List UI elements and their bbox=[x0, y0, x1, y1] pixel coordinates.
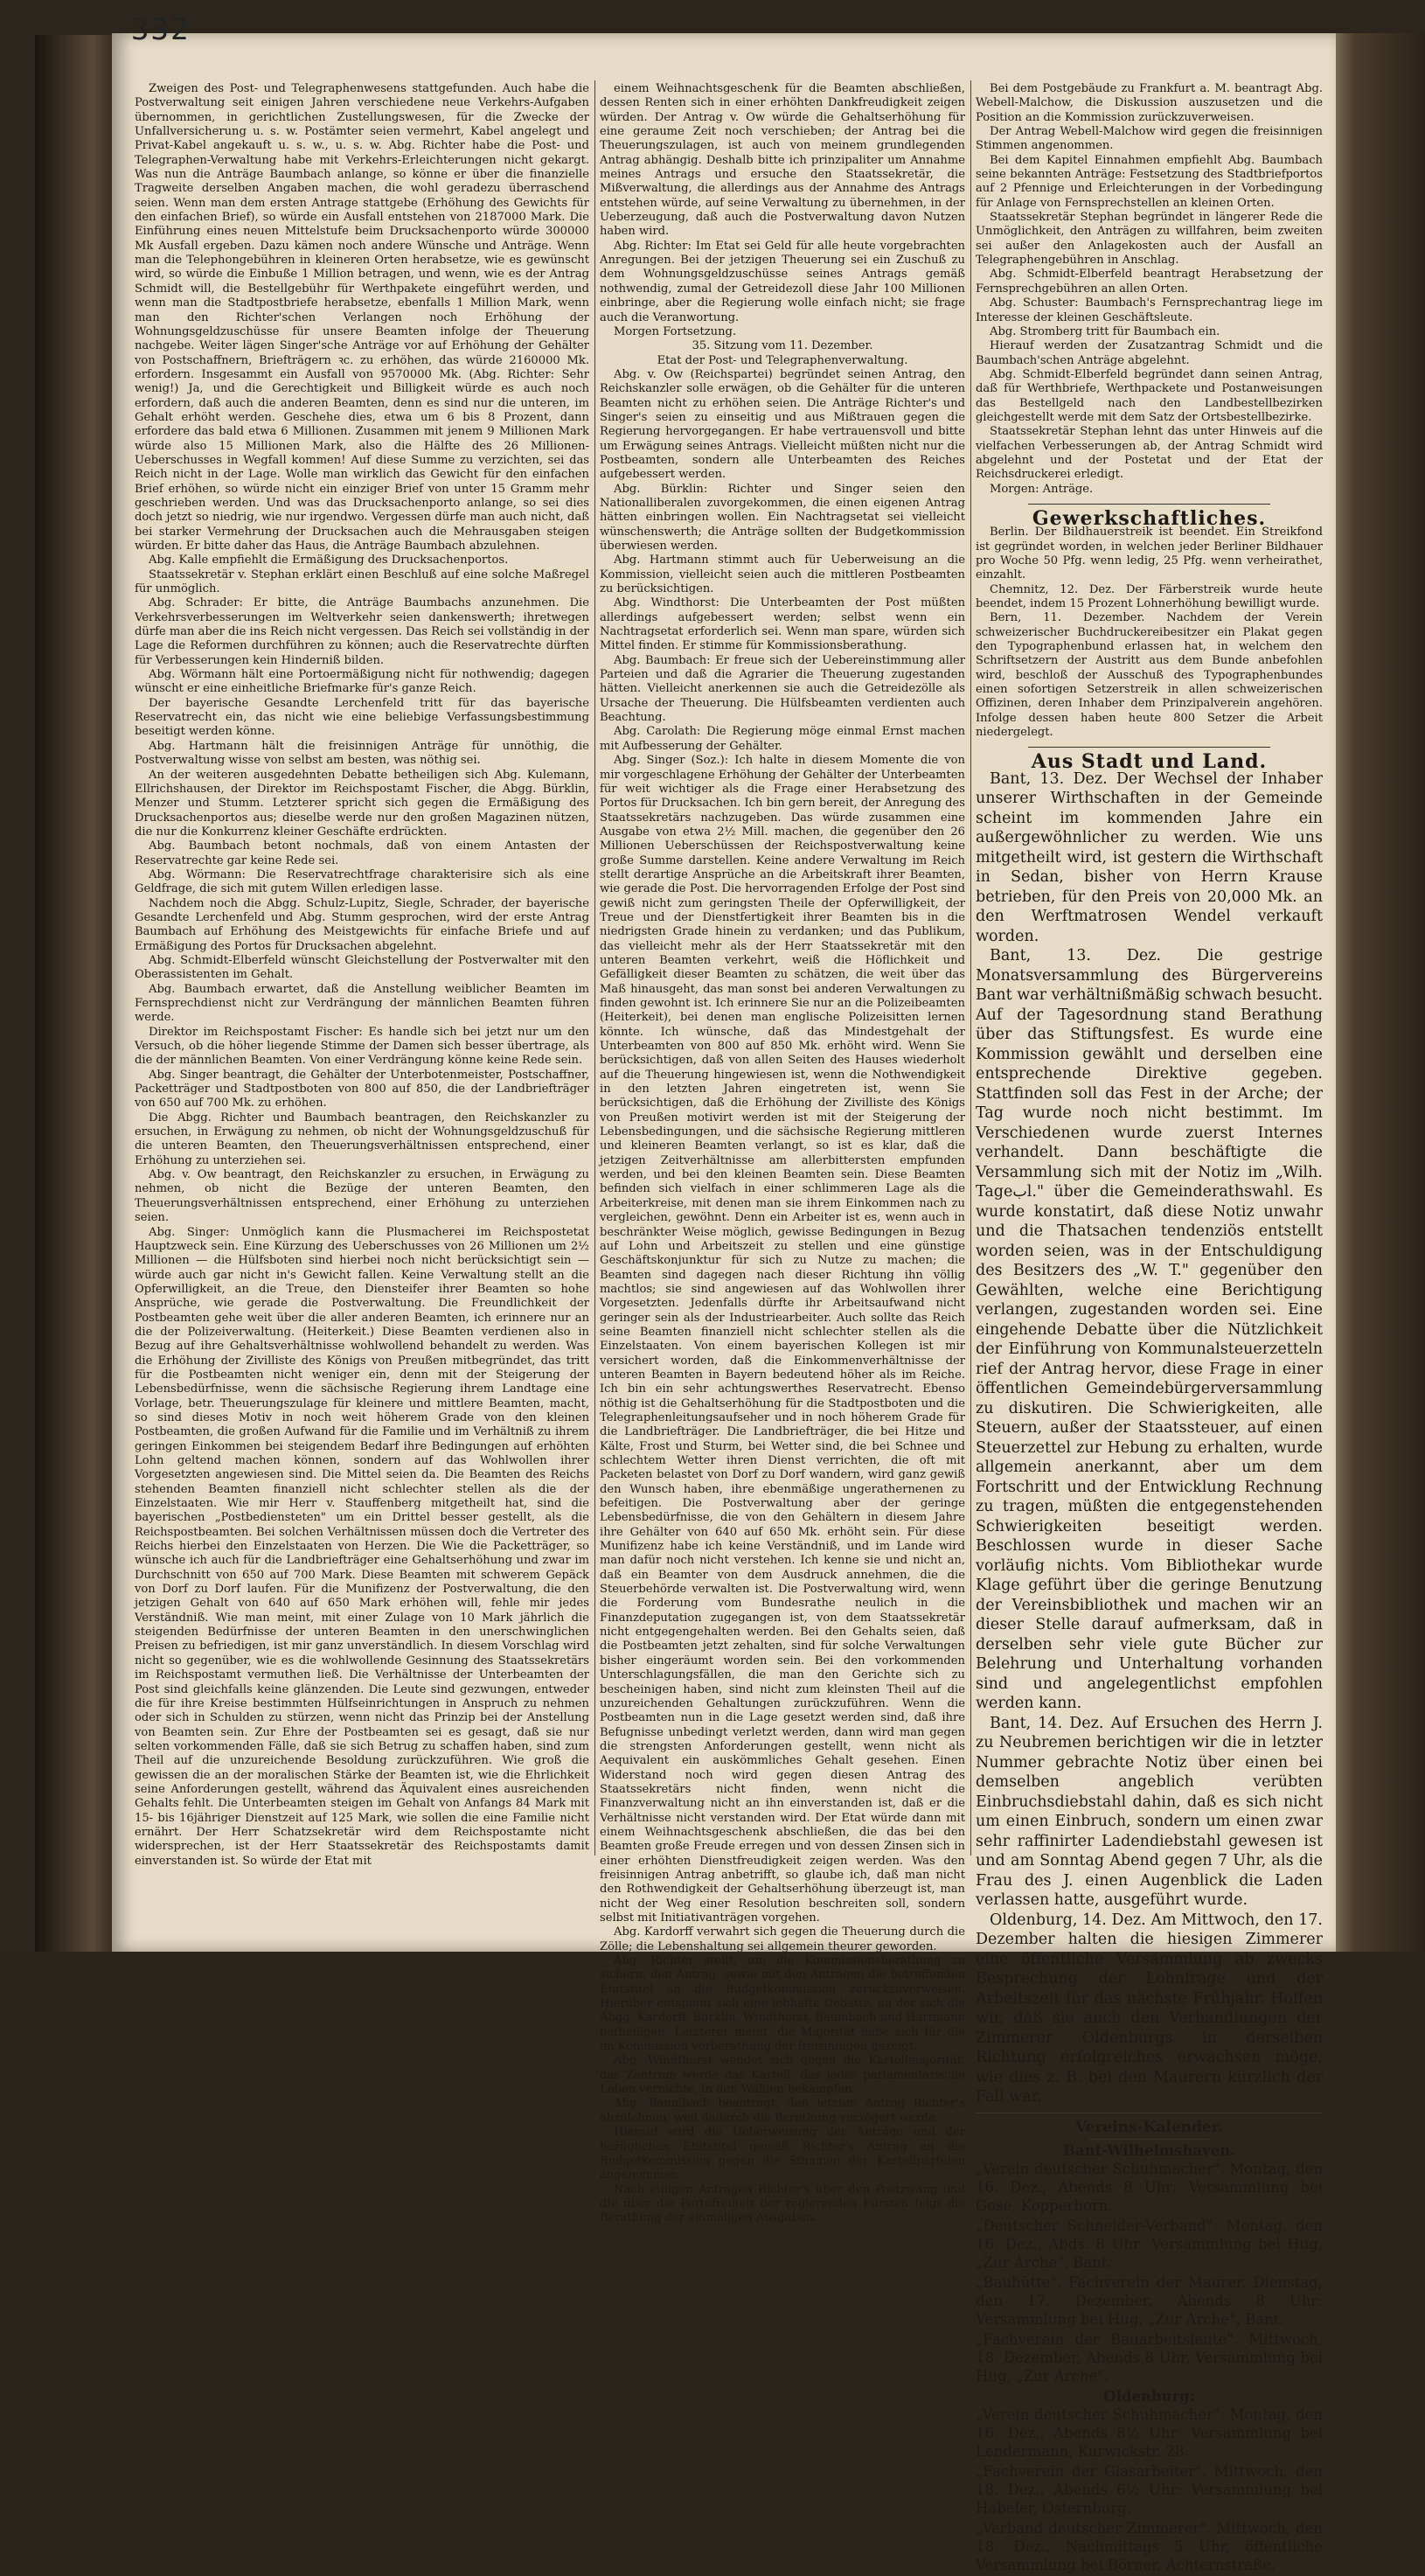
article-paragraph: Bei dem Kapitel Einnahmen empfiehlt Abg. Baumbach seine bekannten Anträge: Festsetzung des Stadtbriefportos auf 2 Pfennige und Erleichterungen in der Vorbedingung für Anlage von Fernsprechstellen an kleinen Orten. bbox=[976, 153, 1323, 210]
article-paragraph: Abg. Singer (Soz.): Ich halte in diesem Momente die von mir vorgeschlagene Erhöhung der Gehälter der Unterbeamten für weit wichtiger als die Frage einer Herabsetzung des Portos für Drucksachen. Ich bin gern bereit, der Anregung des Staatssekretärs nachzugeben. Das würde zusammen eine Ausgabe von etwa 2½ Mill. machen, die gegenüber den 26 Millionen Ueberschüssen der Reichspostverwaltung keine große Summe darstellen. Keine andere Verwaltung im Reich stellt derartige Ansprüche an die Arbeitskraft ihrer Beamten, wie gerade die Post. Die hervorragenden Erfolge der Post sind gewiß nicht zum geringsten Theile der Opferwilligkeit, der Treue und der Dienstfertigkeit ihrer Beamten bis in die niedrigsten Grade hinein zu verdanken; und das Publikum, das vielleicht mehr als der Herr Staatssekretär mit den unteren Beamten verkehrt, weiß die Höflichkeit und Gefälligkeit dieser Beamten zu schätzen, die weit über das Maß hinausgeht, das man sonst bei anderen Verwaltungen zu finden gewohnt ist. Ich erinnere Sie nur an die Polizeibeamten (Heiterkeit), bei denen man englische Polizeisitten lernen könnte. Ich wünsche, daß das Mindestgehalt der Unterbeamten von 800 auf 850 Mk. erhöht wird. Wenn Sie berücksichtigen, daß von allen Seiten des Hauses wiederholt auf die Theuerung hingewiesen ist, wenn die Nothwendigkeit in den letzten Jahren eingetreten ist, wenn Sie berücksichtigen, daß die Erhöhung der Zivilliste des Königs von Preußen motivirt werden ist mit der Steigerung der Lebensbedingungen, und die sächsische Regierung mittleren und kleineren Beamten verlangt, so ist es klar, daß die jetzigen Zeitverhältnisse am allerbittersten empfunden werden, und bei den kleinen Beamten sein. Diese Beamten befinden sich vielfach in einer schlimmeren Lage als die Arbeiterkreise, mit denen man sie ihrem Einkommen nach zu vergleichen, gewöhnt. Denn ein Arbeiter ist es, wenn auch in beschränkter Weise möglich, gewisse Bedingungen in Bezug auf Lohn und Arbeitszeit zu stellen und eine günstige Geschäftskonjunktur für sich zu Nutze zu machen; die Beamten sind dagegen nach dieser Richtung ihn völlig machtlos; sie sind angewiesen auf das Wohlwollen ihrer Vorgesetzten. Jedenfalls dürfte ihr Arbeitsaufwand nicht geringer sein als der Industriearbeiter. Auch sollte das Reich seine Beamten finanziell nicht schlechter stellen als die Einzelstaaten. Von einem bayerischen Kollegen ist mir versichert worden, daß die Einkommenverhältnisse der unteren Beamten in Bayern bedeutend höher als im Reiche. Ich bin ein sehr achtungswerthes Reservatrecht. Ebenso nöthig ist die Gehaltserhöhung für die Stadtpostboten und die Telegraphenleitungsaufseher und in noch höherem Grade für die Landbriefträger. Die Landbriefträger, die bei Hitze und Kälte, Frost und Sturm, bei Wetter sind, die bei Schnee und schlechtem Wetter ihren Dienst verrichten, die oft mit Packeten belastet von Dorf zu Dorf wandern, wird ganz gewiß den Wunsch haben, ihre ebenmäßige ungerathernenen zu befeitigen. Die Postverwaltung aber der geringe Lebensbedürfnisse, die von den Gehältern in diesem Jahre ihre Gehälter von 640 auf 650 Mk. erhöht sein. Für diese Munifizenz habe ich keine Verständniß, und im Lande wird man dafür noch nicht verstehen. Ich kenne sie und nicht an, daß ein Beamter von dem Ausdruck annehmen, die die Steuerbehörde verwalten ist. Die Postverwaltung wird, wenn die Forderung vom Bundesrathe neulich in die Finanzdeputation zugegangen ist, von dem Staatssekretär nicht entgegengehalten werden. Bei den Gehalts seien, daß die Postbeamten jetzt zehalten, sind für solche Verwaltungen bisher eingeräumt worden sein. Bei den vorkommenden Unterschlagungsfällen, die man den Gerichte sich zu bescheinigen haben, sind nicht zum kleinsten Theil auf die unzureichenden Gehaltungen zurückzuführen. Wenn die Postbeamten nun in die Lage gesetzt werden sind, daß ihre Befugnisse unbedingt verletzt werden, dann wird man gegen die strengsten Anforderungen gestellt, wenn nicht als Aequivalent ein auskömmliches Gehalt gesehen. Einen Widerstand noch wird gegen diesen Antrag des Staatssekretärs nicht finden, wenn nicht die Finanzverwaltung nicht an ihn einverstanden ist, daß er die Verhältnisse nicht verstanden wird. Der Etat würde dann mit einem Weihnachtsgeschenk abschließen, die das bei den Beamten große Freude erregen und von dessen Zinsen sich in einer erhöhten Dienstfreudigkeit zeigen werden. Was den freisinnigen Antrag anbetrifft, so glaube ich, daß man nicht den Rothwendigkeit der Gehaltserhöhung überzeugt ist, man nicht der Weg einer Resolution beschreiten soll, sondern selbst mit Initiativanträgen vorgehen. bbox=[600, 754, 965, 1925]
article-paragraph: Abg. Windthorst: Die Unterbeamten der Post müßten allerdings aufgebessert werden; selbst wenn ein Nachtragsetat erforderlich sei. Wenn man spare, würden sich Mittel finden. Er stimme für Kommissionsberathung. bbox=[600, 596, 965, 653]
vereins-kalender bbox=[976, 2119, 1323, 2574]
article-paragraph: Abg. Stromberg tritt für Baumbach ein. bbox=[990, 324, 1220, 338]
article-paragraph: Abg. Schuster: Baumbach's Fernsprechantrag liege im Interesse der kleinen Geschäftsleute. bbox=[976, 296, 1323, 324]
article-paragraph: Abg. Schrader: Er bitte, die Anträge Baumbachs anzunehmen. Die Verkehrsverbesserungen im Weltverkehr seien dankenswerth; ihretwegen dürfe man aber die ins Reich nicht vergessen. Das Reich sei vollständig in der Lage die Reformen durchführen zu können; auch die Reservatrechte dürften für Verbesserungen kein Hinderniß bilden. bbox=[135, 596, 589, 667]
article-paragraph: Abg. Baumbach betont nochmals, daß von einem Antasten der Reservatrechte gar keine Rede sei. bbox=[135, 839, 589, 867]
book-spine bbox=[35, 35, 112, 1952]
kalender-entry: „Fachverein der Glasarbeiter". Mittwoch, den 18. Dez., Abends 6½ Uhr: Versammlung bei Habeler, Osternburg. bbox=[976, 2462, 1323, 2517]
news-item: Bant, 14. Dez. Auf Ersuchen des Herrn J. zu Neubremen berichtigen wir die in letzter Nummer gebrachte Notiz über einen bei demselben angeblich verübten Einbruchsdiebstahl dahin, daß es sich nicht um einen Einbruch, sondern um einen zwar sehr raffinirter Ladendiebstahl gewesen ist und am Sonntag Abend gegen 7 Uhr, als die Frau des J. einen Augenblick die Laden verlassen hatte, ausgeführt wurde. bbox=[976, 1714, 1323, 1910]
kalender-entry: „Verein deutscher Schuhmacher". Montag, den 16. Dez., Abends 8 Uhr: Versammlung bei Gose, Kopperhorn. bbox=[976, 2160, 1323, 2214]
article-paragraph: Abg. Kalle empfiehlt die Ermäßigung des Drucksachenportos. bbox=[149, 553, 509, 567]
article-paragraph: Abg. Singer: Unmöglich kann die Plusmacherei im Reichspostetat Hauptzweck sein. Eine Kürzung des Ueberschusses von 26 Millionen um 2½ Millionen — die Hülfsboten sind hierbei noch nicht berücksichtigt sein — würde auch gar nicht in's Gewicht fallen. Keine Verwaltung stellt an die Opferwilligkeit, an die Treue, den Diensteifer ihrer Beamten so hohe Ansprüche, wie gerade die Postverwaltung. Die Freundlichkeit der Postbeamten gehe weit über die aller anderen Beamten, ich erinnere nur an die der Polizeiverwaltung. (Heiterkeit.) Diese Beamten verdienen also in Bezug auf ihre Gehaltsverhältnisse wohlwollend behandelt zu werden. Was die Erhöhung der Zivilliste des Königs von Preußen mitbegründet, das tritt für die Postbeamten nicht weniger ein, denn mit der Steigerung der Lebensbedürfnisse, wenn die sächsische Regierung ihrem Landtage eine Vorlage, betr. Theuerungszulage für kleinere und mittlere Beamten, macht, so sind dieses Motiv in noch weit höherem Grade von den kleinen Postbeamten, die großen Aufwand für die Familie und im Verhältniß zu ihrem geringen Einkommen bei steigendem Bedarf ihre Bedingungen auf erhöhten Lohn geltend machen können, sondern auf das Wohlwollen ihrer Vorgesetzten angewiesen sind. Die Mittel seien da. Die Beamten des Reichs stehenden Beamten finanziell nicht schlechter stellen als die der Einzelstaaten. Wie mir Herr v. Stauffenberg mitgetheilt hat, sind die bayerischen „Postbediensteten" um ein Drittel besser gestellt, als die Reichspostbeamten. Bei solchen Verhältnissen müssen doch die Vertreter des Reichs hierbei den Einzelstaaten von Herzen. Die Wie die Packetträger, so wünsche ich auch für die Landbriefträger eine Gehaltserhöhung und zwar im Durchschnitt von 650 auf 700 Mark. Diese Beamten mit schwerem Gepäck von Dorf zu Dorf laufen. Für die Munifizenz der Postverwaltung, die den jetzigen Gehalt von 640 auf 650 Mark erhöhen will, fehle mir jedes Verständniß. Wie man meint, mit einer Zulage von 10 Mark jährlich die steigenden Bedürfnisse der unteren Beamten in den unerschwinglichen Preisen zu befriedigen, ist mir ganz unverständlich. In diesem Vorschlag wird nicht so gegenüber, wie es die wohlwollende Gesinnung des Staatssekretärs im Reichspostamt vermuthen ließ. Die Verhältnisse der Unterbeamten der Post sind gleichfalls keine glänzenden. Die Leute sind gezwungen, entweder die für ihre Kreise bestimmten Hülfseinrichtungen in Anspruch zu nehmen oder sich in Schulden zu stürzen, wenn nicht das Prinzip bei der Anstellung von Beamten sein. Zur Ehre der Postbeamten sei es gesagt, daß sie nur selten vorkommenden Fälle, daß sie sich Betrug zu schaffen haben, sind zum Theil auf die unzureichende Besoldung zurückzuführen. Wie groß die gewissen die an der moralischen Stärke der Beamten ist, wie die Ehrlichkeit seine Anforderungen gestellt, während das Äquivalent eines ausreichenden Gehalts fehlt. Die Unterbeamten steigen im Gehalt von Anfangs 84 Mark mit 15- bis 16jähriger Dienstzeit auf 125 Mark, wie sollen die eine Familie nicht ernährt. Der Herr Schatzsekretär wird dem Reichspostamte nicht widersprechen, ist der Herr Staatssekretär des Reichspostamts damit einverstanden ist. So würde der Etat mit bbox=[135, 1225, 589, 1868]
article-paragraph: 35. Sitzung vom 11. Dezember. bbox=[692, 339, 873, 353]
column-2 bbox=[600, 82, 965, 2226]
article-paragraph: Abg. Bürklin: Richter und Singer seien den Nationalliberalen zuvorgekommen, die einen eigenen Antrag hätten einbringen wollen. Ein Nachtragsetat sei vielleicht wünschenswerth; die Anträge sollten der Budgetkommission überwiesen werden. bbox=[600, 482, 965, 553]
article-paragraph: Abg. v. Ow beantragt, den Reichskanzler zu ersuchen, in Erwägung zu nehmen, ob nicht die Bezüge der unteren Beamten, den Theuerungsverhältnissen entsprechend, einer Erhöhung zu unterziehen seien. bbox=[135, 1168, 589, 1225]
article-paragraph: einem Weihnachtsgeschenk für die Beamten abschließen, dessen Renten sich in einer erhöhten Dankfreudigkeit zeigen würden. Der Antrag v. Ow würde die Gehaltserhöhung für eine geraume Zeit noch verschieben; der Antrag bei die Theuerungszulagen, ist auch von meinem grundlegenden Antrag abhängig. Deshalb bitte ich prinzipaliter um Annahme meines Antrags und ersuche den Staatssekretär, die Mißverwaltung, die allerdings aus der Annahme des Antrags entstehen würde, auf seine Verwaltung zu übernehmen, in der Ueberzeugung, daß auch die Postverwaltung davon Nutzen haben wird. bbox=[600, 82, 965, 239]
article-paragraph: Morgen: Anträge. bbox=[990, 482, 1094, 496]
column-3 bbox=[976, 82, 1323, 2576]
article-paragraph: Abg. Singer beantragt, die Gehälter der Unterbotenmeister, Postschaffner, Packetträger und Stadtpostboten von 800 auf 850, die der Landbriefträger von 650 auf 700 Mk. zu erhöhen. bbox=[135, 1068, 589, 1110]
separator bbox=[1028, 504, 1270, 505]
section-title-gewerkschaftliches: Gewerkschaftliches. bbox=[1032, 506, 1267, 530]
kalender-entry: „Verein deutscher Schuhmacher". Montag, den 16. Dez., Abends 8½ Uhr: Versammlung bei Lendermann, Kurwickstr. 28. bbox=[976, 2405, 1323, 2460]
article-paragraph: Abg. Richter stellt, um die Kommissionsberathung zu sichern, den Antrag, sowie mit den Anträgen die betreffenden Etatstitel an die Budgetkommission zurückzuverweisen. Hierüber entspinnt sich eine lebhafte Debatte, an der sich die Abgg. Kardorff, Bürklin, Windthorst, Baumbach und Hartmann betheiligen. Letzterer meint, die Majorität habe sich für die im Kommission vorberathung der freisinnigen gezeigt. bbox=[600, 1954, 965, 2054]
article-paragraph: Abg. Hartmann stimmt auch für Ueberweisung an die Kommission, vielleicht seien auch die mittleren Postbeamten zu berücksichtigen. bbox=[600, 553, 965, 596]
article-paragraph: Abg. Carolath: Die Regierung möge einmal Ernst machen mit Aufbesserung der Gehälter. bbox=[600, 725, 965, 753]
article-paragraph: Abg. Schmidt-Elberfeld beantragt Herabsetzung der Fernsprechgebühren an allen Orten. bbox=[976, 268, 1323, 296]
news-item: Chemnitz, 12. Dez. Der Färberstreik wurde heute beendet, indem 15 Prozent Lohnerhöhung bewilligt wurde. bbox=[976, 582, 1323, 611]
kalender-place-bant: Bant-Wilhelmshaven. bbox=[1062, 2141, 1235, 2159]
article-paragraph: Abg. Richter: Im Etat sei Geld für alle heute vorgebrachten Anregungen. Bei der jetzigen Theuerung sei ein Zuschuß zu dem Wohnungsgeldzuschüsse seines Antrags gemäß nothwendig, zumal der Getreidezoll diese Jahr 100 Millionen einbringe, aber die Regierung wolle einfach nicht; sie frage auch die Veranwortung. bbox=[600, 239, 965, 324]
article-paragraph: Abg. Windthorst wendet sich gegen die Kartellmajorität, das Zentrum werde das Kartell, das jedes parlamentarische Leben vernichte, in den Wahlen bekämpfen. bbox=[600, 2054, 965, 2097]
news-item: Oldenburg, 14. Dez. Am Mittwoch, den 17. Dezember halten die hiesigen Zimmerer eine öffentliche Versammlung ab zwecks Besprechung der Lohnfrage und der Arbeitszeit für das nächste Frühjahr. Hoffen wir, daß sie auch den Verhandlungen der Zimmerer Oldenburgs in derselben Richtung erfolgreiches erwachsen möge, wie dies z. B. bei den Maurern kürzlich der Fall war. bbox=[976, 1911, 1323, 2106]
article-paragraph: Staatssekretär v. Stephan erklärt einen Beschluß auf eine solche Maßregel für unmöglich. bbox=[135, 567, 589, 596]
article-paragraph: Direktor im Reichspostamt Fischer: Es handle sich bei jetzt nur um den Versuch, ob die höher liegende Stimme der Damen sich besser übertrage, als die der männlichen Beamten. Von einer Verdrängung könne keine Rede sein. bbox=[135, 1025, 589, 1068]
article-paragraph: An der weiteren ausgedehnten Debatte betheiligen sich Abg. Kulemann, Ellrichshausen, der Direktor im Reichspostamt Fischer, die Abgg. Bürklin, Menzer und Stumm. Letzterer spricht sich gegen die Ermäßigung des Drucksachenportos aus; dieselbe werde nur den großen Magazinen nützen, die nur die Konkurrenz kleiner Geschäfte erdrückten. bbox=[135, 768, 589, 839]
article-paragraph: Staatssekretär Stephan begründet in längerer Rede die Unmöglichkeit, den Anträgen zu willfahren, beim zweiten sei außer den Anlagekosten auch der Ausfall an Telegraphengebühren in Anschlag. bbox=[976, 211, 1323, 268]
separator bbox=[1089, 2139, 1209, 2140]
column-rule bbox=[970, 80, 971, 1855]
article-paragraph: Abg. Baumbach: Er freue sich der Uebereinstimmung aller Parteien und daß die Agrarier die Theuerung zugestanden hätten. Vielleicht anerkennen sie auch die Getreidezölle als Ursache der Theuerung. Die Hülfsbeamten verdienten auch Beachtung. bbox=[600, 653, 965, 725]
article-paragraph: Abg. Schmidt-Elberfeld wünscht Gleichstellung der Postverwalter mit den Oberassistenten im Gehalt. bbox=[135, 953, 589, 982]
article-paragraph: Nachdem noch die Abgg. Schulz-Lupitz, Siegle, Schrader, der bayerische Gesandte Lerchenfeld und Abg. Stumm gesprochen, wird der erste Antrag Baumbach auf Erhöhung des Meistgewichts für einfache Briefe und auf Ermäßigung des Portos für Drucksachen abgelehnt. bbox=[135, 896, 589, 953]
article-paragraph: Bei dem Postgebäude zu Frankfurt a. M. beantragt Abg. Webell-Malchow, die Diskussion auszusetzen und die Position an die Kommission zurückzuverweisen. bbox=[976, 82, 1323, 124]
article-paragraph: Staatssekretär Stephan lehnt das unter Hinweis auf die vielfachen Verbesserungen ab, der Antrag Schmidt wird abgelehnt und der Postetat und der Etat der Reichsdruckerei erledigt. bbox=[976, 425, 1323, 482]
kalender-place-oldenburg: Oldenburg: bbox=[1103, 2387, 1195, 2405]
news-item: Bant, 13. Dez. Der Wechsel der Inhaber unserer Wirthschaften in der Gemeinde scheint im kommenden Jahre ein außergewöhnlicher zu werden. Wie uns mitgetheilt wird, ist gestern die Wirthschaft in Sedan, bisher von Herrn Krause betrieben, für den Preis von 20,000 Mk. an den Werftmatrosen Wendel verkauft worden. bbox=[976, 769, 1323, 945]
article-paragraph: Hierauf werden der Zusatzantrag Schmidt und die Baumbach'schen Anträge abgelehnt. bbox=[976, 339, 1323, 367]
page-number: 332 bbox=[131, 12, 191, 47]
article-paragraph: Etat der Post- und Telegraphenverwaltung. bbox=[657, 353, 908, 367]
article-paragraph: Der bayerische Gesandte Lerchenfeld tritt für das bayerische Reservatrecht ein, das nicht wie eine beliebige Verfassungsbestimmung beseitigt werden könne. bbox=[135, 696, 589, 739]
column-1 bbox=[135, 82, 589, 1869]
article-paragraph: Abg. Baumbach erwartet, daß die Anstellung weiblicher Beamten im Fernsprechdienst nicht zur Verdrängung der männlichen Beamten führen werde. bbox=[135, 982, 589, 1025]
article-paragraph: Abg. Wörmann: Die Reservatrechtfrage charakterisire sich als eine Geldfrage, die sich mit gutem Willen erledigen lasse. bbox=[135, 867, 589, 896]
section-title-stadt-und-land: Aus Stadt und Land. bbox=[1031, 750, 1268, 774]
kalender-entry: „Deutscher Schneider-Verband". Montag, den 16. Dez., Abds. 8 Uhr: Versammlung bei Hug, „Zur Arche", Bant. bbox=[976, 2217, 1323, 2271]
article-paragraph: Abg. Wörmann hält eine Portoermäßigung nicht für nothwendig; dagegen wünscht er eine einheitliche Briefmarke für's ganze Reich. bbox=[135, 668, 589, 696]
kalender-entry: „Verband deutscher Zimmerer". Mittwoch, den 18. Dez., Nachmittags 5 Uhr, öffentliche Versammlung bei Börner, Achternstraße. bbox=[976, 2519, 1323, 2573]
article-paragraph: Abg. Schmidt-Elberfeld begründet dann seinen Antrag, daß für Werthbriefe, Werthpackete und Postanweisungen das Bestellgeld nach den Landbestellbezirken gleichgestellt werde mit dem Satz der Ortsbestellbezirke. bbox=[976, 367, 1323, 424]
article-paragraph: Abg. Hartmann hält die freisinnigen Anträge für unnöthig, die Postverwaltung wisse von selbst am besten, was nöthig sei. bbox=[135, 739, 589, 768]
article-paragraph: Die Abgg. Richter und Baumbach beantragen, den Reichskanzler zu ersuchen, in Erwägung zu nehmen, ob nicht der Wohnungsgeldzuschuß für die unteren Beamten, den Theuerungsverhältnissen entsprechend, einer Erhöhung zu unterziehen sei. bbox=[135, 1110, 589, 1167]
kalender-entry: „Bauhütte", Fachverein der Maurer. Dienstag, den 17. Dezember, Abends 8 Uhr: Versammlung bei Hug, „Zur Arche", Bant. bbox=[976, 2273, 1323, 2328]
article-paragraph: Hierauf wird die Ueberweisung der Anträge und der bezüglichen Etatstitel gemäß Richter's Antrag an die Budgetkommission gegen die Stimmen der Kartellparteien angenommen. bbox=[600, 2126, 965, 2183]
page-edge bbox=[1336, 33, 1425, 1952]
news-item: Bant, 13. Dez. Die gestrige Monatsversammlung des Bürgervereins Bant war verhältnißmäßig schwach besucht. Auf der Tagesordnung stand Berathung über das Stiftungsfest. Es wurde eine Kommission gewählt und derselben eine entsprechende Direktive gegeben. Stattfinden soll das Fest in der Arche; der Tag wurde noch nicht bestimmt. Im Verschiedenen wurde zuerst Internes verhandelt. Dann beschäftigte die Versammlung sich mit der Notiz im „Wilh. Tageبl." über die Gemeinderathswahl. Es wurde konstatirt, daß diese Notiz unwahr und die Thatsachen tendenziös entstellt worden seien, was in der Entschuldigung des Besitzers des „W. T." gegenüber den Gewählten, welche eine Berichtigung verlangen, zugestanden worden sei. Eine eingehende Debatte über die Nützlichkeit der Einführung von Kommunalsteuerzetteln rief der Antrag hervor, diese Frage in einer öffentlichen Gemeindebürgerversammlung zu diskutiren. Die Schwierigkeiten, alle Steuern, außer der Staatssteuer, auf einen Steuerzettel zur Hebung zu erhalten, wurde allgemein anerkannt, aber um dem Fortschritt und der Entwicklung Rechnung zu tragen, müßten die entgegenstehenden Schwierigkeiten beseitigt werden. Beschlossen wurde in dieser Sache vorläufig nichts. Vom Bibliothekar wurde Klage geführt über die geringe Benutzung der Vereinsbibliothek und machen wir an dieser Stelle darauf aufmerksam, daß in derselben sehr viele gute Bücher zur Belehrung und Unterhaltung vorhanden sind und angelegentlichst empfohlen werden kann. bbox=[976, 947, 1323, 1713]
kalender-title: Vereins-Kalender. bbox=[1074, 2118, 1224, 2136]
news-item: Berlin. Der Bildhauerstreik ist beendet. Ein Streikfond ist gegründet worden, in welchen jeder Berliner Bildhauer pro Woche 50 Pfg. wenn ledig, 25 Pfg. wenn verheirathet, einzahlt. bbox=[976, 526, 1323, 582]
article-paragraph: Abg. Kardorff verwahrt sich gegen die Theuerung durch die Zölle; die Lebenshaltung sei allgemein theurer geworden. bbox=[600, 1925, 965, 1953]
column-rule bbox=[594, 80, 595, 1855]
separator bbox=[1028, 747, 1270, 748]
article-paragraph: Abg. v. Ow (Reichspartei) begründet seinen Antrag, den Reichskanzler solle erwägen, ob die Gehälter für die unteren Beamten nicht zu erhöhen seien. Die Anträge Richter's und Singer's seien zu einseitig und aus Mißtrauen gegen die Regierung hervorgegangen. Er habe vertrauensvoll und bitte um Erwägung seines Antrags. Vielleicht müßten nicht nur die Postbeamten, sondern alle Unterbeamten des Reiches aufgebessert werden. bbox=[600, 367, 965, 482]
article-paragraph: Morgen Fortsetzung. bbox=[614, 324, 737, 338]
article-paragraph: Der Antrag Webell-Malchow wird gegen die freisinnigen Stimmen angenommen. bbox=[976, 125, 1323, 153]
news-item: Bern, 11. Dezember. Nachdem der Verein schweizerischer Buchdruckereibesitzer ein Plakat gegen den Typographenbund erlassen hat, in welchem den Schriftsetzern der Austritt aus dem Bunde anbefohlen wird, beschloß der Ausschuß des Typographenbundes einen sofortigen Setzerstreik in allen schweizerischen Offizinen, deren Inhaber dem Prinzipalverein angehören. Infolge dessen haben heute 800 Setzer die Arbeit niedergelegt. bbox=[976, 611, 1323, 740]
article-paragraph: Nach einigen Anfragen Richter's über den Postzwang und die über die Portofreiheit der regierenden Fürsten folgt die Berathung der einmaligen Ausgaben. bbox=[600, 2183, 965, 2225]
article-paragraph: Abg. Baumbach beantragt, den letzten Antrag Richter's abzulehnen, weil dadurch die Berathung verzögert werde. bbox=[600, 2097, 965, 2125]
article-paragraph: Zweigen des Post- und Telegraphenwesens stattgefunden. Auch habe die Postverwaltung seit einigen Jahren verschiedene neue Verkehrs-Aufgaben übernommen, in gerichtlichen Zustellungswesen, für die Zwecke der Unfallversicherung u. s. w. Postämter seien vermehrt, Kabel angelegt und Privat-Kabel angekauft u. s. w., u. s. w. Abg. Richter habe die Post- und Telegraphen-Verwaltung habe mit Verkehrs-Erleichterungen nicht gekargt. Was nun die Anträge Baumbach anlange, so könne er über die finanzielle Tragweite derselben Angaben machen, die wohl geradezu überraschend seien. Wenn man dem ersten Antrage stattgebe (Erhöhung des Gewichts für den einfachen Brief), so würde ein Ausfall entstehen von 2187000 Mark. Die Einführung eines neuen Mittelstufe beim Drucksachenporto würde 300000 Mk Ausfall ergeben. Dazu kämen noch andere Wünsche und Anträge. Wenn man die Telephongebühren in kleineren Orten herabsetze, wie es gewünscht wird, so würde die Einbuße 1 Million betragen, und wenn, wie es der Antrag Schmidt will, die Bestellgebühr für Werthpakete eingeführt werden, und wenn man die Stadtpostbriefe herabsetze, ebenfalls 1 Million Mark, wenn man den Richter'schen Verlangen noch Erhöhung der Wohnungsgeldzuschüsse für unsere Beamten infolge der Theuerung nachgebe. Weiter lägen Singer'sche Anträge vor auf Erhöhung der Gehälter von Postschaffnern, Briefträgern ꝛc. zu erhöhen, das würde 2160000 Mk. erfordern. Insgesammt ein Ausfall von 9570000 Mk. (Abg. Richter: Sehr wenig!) Ja, und die Gerechtigkeit und Billigkeit würde es auch noch erfordern, daß auch die anderen Beamten, denn es sind nur die unteren, im Gehalt erhöht werden. Geschehe dies, etwa um 6 bis 8 Prozent, dann erfordere das bald etwa 6 Millionen. Zusammen mit jenem 9 Millionen Mark würde also 15 Millionen Mark, also die Hälfte des 26 Millionen-Ueberschusses in Wegfall kommen! Auf diese Summe zu verzichten, sei das Reich nicht in der Lage. Wolle man wirklich das Gewicht für den einfachen Brief erhöhen, so würde nicht ein einziger Brief von unter 15 Gramm mehr geschrieben werden. Und was das Drucksachenporto anlange, so sei dies doch jetzt so niedrig, wie nur irgendwo. Vergessen dürfe man auch nicht, daß bei starker Vermehrung der Drucksachen auch die Mehrausgaben steigen würden. Er bitte daher das Haus, die Anträge Baumbach abzulehnen. bbox=[135, 82, 589, 553]
kalender-entry: „Fachverein der Bauarbeitsleute". Mittwoch, 18. Dezember, Abends 8 Uhr, Versammlung bei Hug, „Zur Arche". bbox=[976, 2330, 1323, 2385]
